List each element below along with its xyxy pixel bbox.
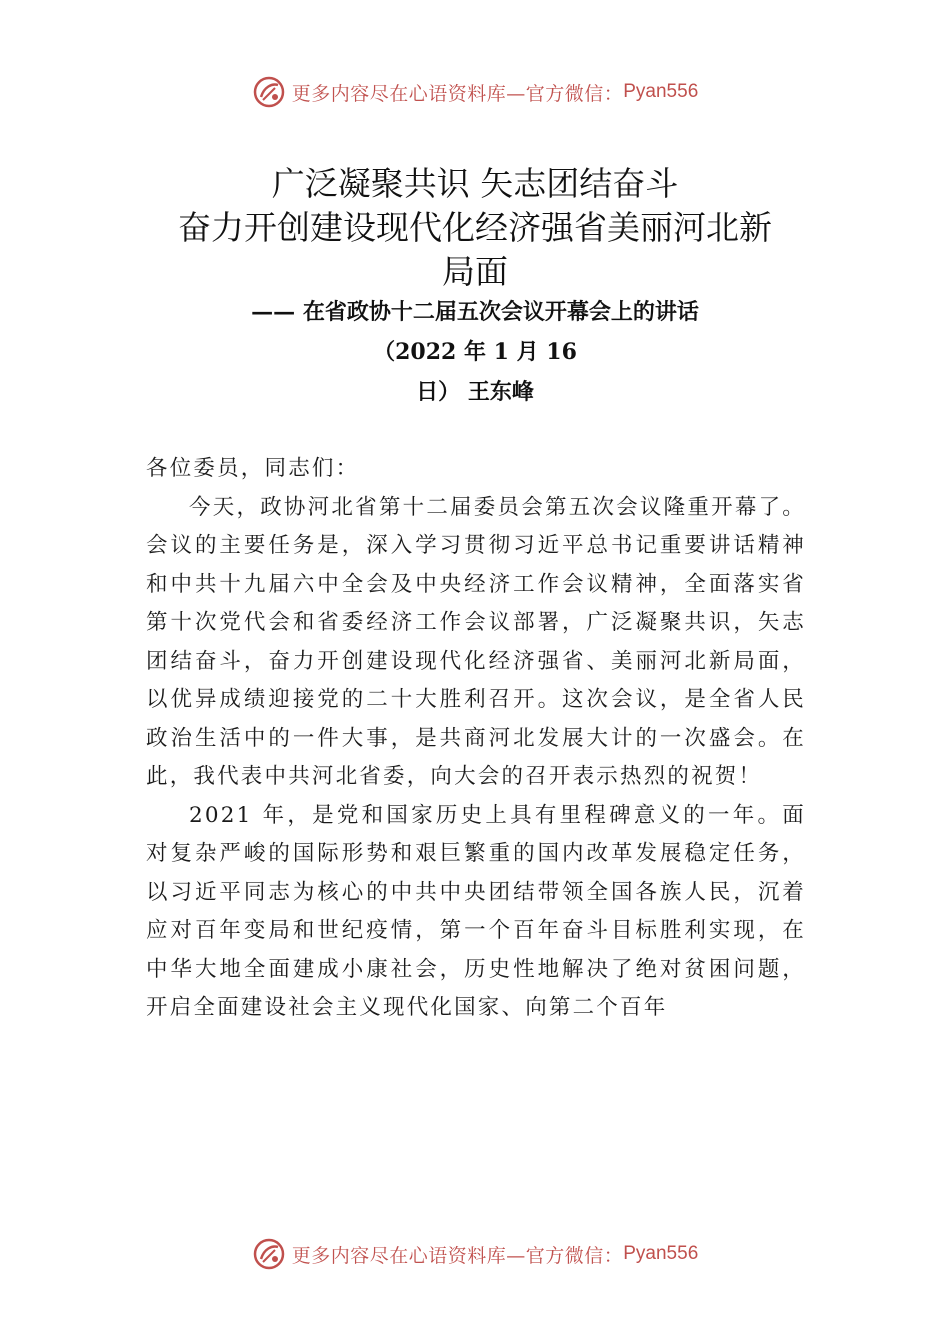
greeting: 各位委员，同志们：	[146, 456, 360, 481]
subtitle-line-2: （2022 年 1 月 16	[373, 339, 577, 365]
title-line-2: 奋力开创建设现代化经济强省美丽河北新	[178, 208, 772, 247]
title-line-3: 局面	[442, 252, 508, 291]
document-title	[130, 162, 820, 294]
paragraph-1: 今天，政协河北省第十二届委员会第五次会议隆重开幕了。会议的主要任务是，深入学习贯彻习近平总书记重要讲话精神和中共十九届六中全会及中央经济工作会议精神，全面落实省第十次党代会和省委经济工作会议部署，广泛凝聚共识，矢志团结奋斗，奋力开创建设现代化经济强省、美丽河北新局面，以优异成绩迎接党的二十大胜利召开。这次会议，是全省人民政治生活中的一件大事，是共商河北发展大计的一次盛会。在此，我代表中共河北省委，向大会的召开表示热烈的祝贺！	[146, 494, 806, 789]
watermark-text: 更多内容尽在心语资料库—官方微信：	[291, 82, 624, 105]
watermark-text: 更多内容尽在心语资料库—官方微信：	[291, 1244, 624, 1267]
header-watermark	[0, 72, 950, 112]
brand-logo-icon	[252, 1237, 286, 1271]
paragraph-2: 2021 年，是党和国家历史上具有里程碑意义的一年。面对复杂严峻的国际形势和艰巨繁重的国内改革发展稳定任务，以习近平同志为核心的中共中央团结带领全国各族人民，沉着应对百年变局和世纪疫情，第一个百年奋斗目标胜利实现，在中华大地全面建成小康社会，历史性地解决了绝对贫困问题，开启全面建设社会主义现代化国家、向第二个百年	[146, 802, 806, 1020]
watermark-account: Pyan556	[623, 81, 699, 102]
subtitle-line-3: 日） 王东峰	[416, 379, 534, 405]
document-body	[146, 450, 806, 1028]
watermark-account: Pyan556	[623, 1243, 699, 1264]
document-subtitle	[150, 292, 800, 412]
title-line-1: 广泛凝聚共识 矢志团结奋斗	[271, 164, 679, 203]
brand-logo-icon	[252, 75, 286, 109]
footer-watermark	[0, 1234, 950, 1274]
subtitle-line-1: —— 在省政协十二届五次会议开幕会上的讲话	[251, 299, 699, 325]
